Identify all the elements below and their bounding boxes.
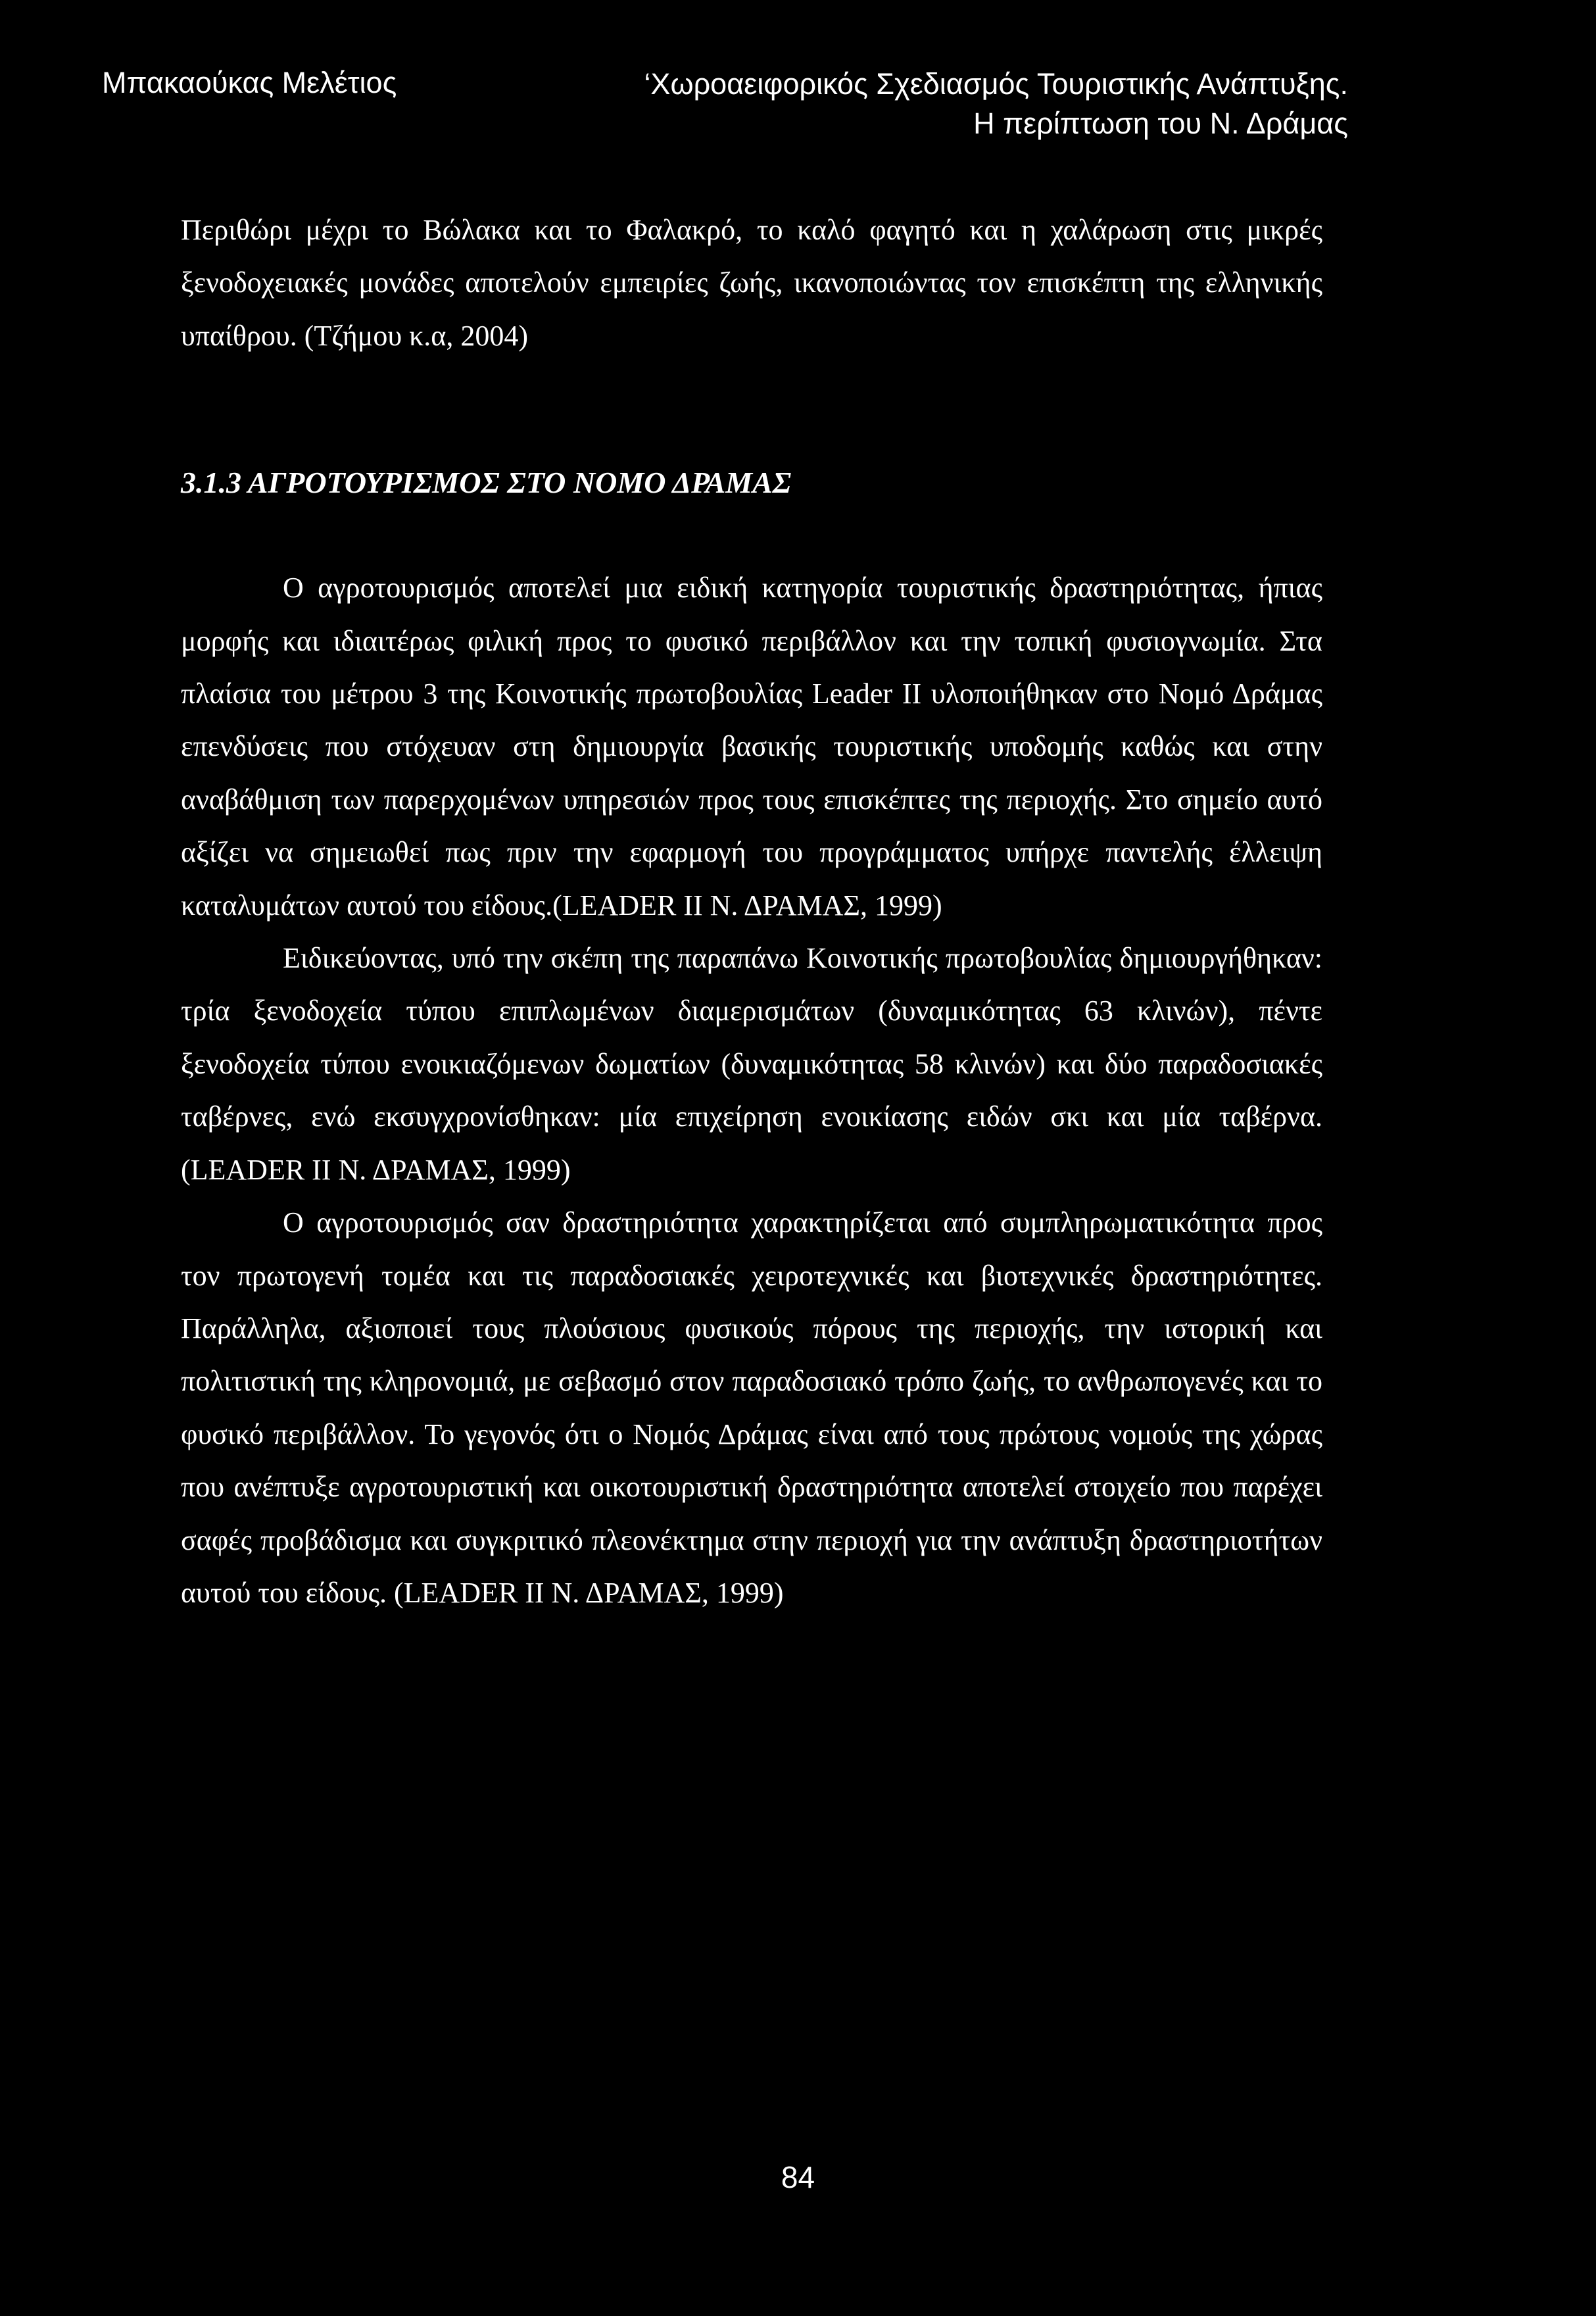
section-heading: 3.1.3 ΑΓΡΟΤΟΥΡΙΣΜΟΣ ΣΤΟ ΝΟΜΟ ΔΡΑΜΑΣ [181,466,792,500]
running-header-author: Μπακαούκας Μελέτιος [102,66,397,99]
page-body [181,204,1322,1619]
body-paragraph-2: Ειδικεύοντας, υπό την σκέπη της παραπάνω Κοινοτικής πρωτοβουλίας δημιουργήθηκαν: τρία ξενοδοχεία τύπου επιπλωμένων διαμερισμάτων (δυναμικότητας 63 κλινών), πέντε ξενοδοχεία τύπου ενοικιαζόμενων δωματίων (δυναμικότητας 58 κλινών) και δύο παραδοσιακές ταβέρνες, ενώ εκσυγχρονίσθηκαν: μία επιχείρηση ενοικίασης ειδών σκι και μία ταβέρνα. (LEADER II Ν. ΔΡΑΜΑΣ, 1999) [181,942,1322,1186]
body-paragraph-1: Ο αγροτουρισμός αποτελεί μια ειδική κατηγορία τουριστικής δραστηριότητας, ήπιας μορφής και ιδιαιτέρως φιλική προς το φυσικό περιβάλλον και την τοπική φυσιογνωμία. Στα πλαίσια του μέτρου 3 της Κοινοτικής πρωτοβουλίας Leader II υλοποιήθηκαν στο Νομό Δράμας επενδύσεις που στόχευαν στη δημιουργία βασικής τουριστικής υποδομής καθώς και στην αναβάθμιση των παρερχομένων υπηρεσιών προς τους επισκέπτες της περιοχής. Στο σημείο αυτό αξίζει να σημειωθεί πως πριν την εφαρμογή του προγράμματος υπήρχε παντελής έλλειψη καταλυμάτων αυτού του είδους.(LEADER II Ν. ΔΡΑΜΑΣ, 1999) [181,572,1322,922]
running-header-title-line-1: ‘Χωροαειφορικός Σχεδιασμός Τουριστικής Ανάπτυξης. [644,67,1348,101]
running-header-title [644,64,1348,143]
running-header-title-line-2: Η περίπτωση του Ν. Δράμας [973,107,1348,140]
page-number: 84 [781,2160,815,2194]
body-paragraph-3: Ο αγροτουρισμός σαν δραστηριότητα χαρακτηρίζεται από συμπληρωματικότητα προς τον πρωτογενή τομέα και τις παραδοσιακές χειροτεχνικές και βιοτεχνικές δραστηριότητες. Παράλληλα, αξιοποιεί τους πλούσιους φυσικούς πόρους της περιοχής, την ιστορική και πολιτιστική της κληρονομιά, με σεβασμό στον παραδοσιακό τρόπο ζωής, το ανθρωπογενές και το φυσικό περιβάλλον. Το γεγονός ότι ο Νομός Δράμας είναι από τους πρώτους νομούς της χώρας που ανέπτυξε αγροτουριστική και οικοτουριστική δραστηριότητα αποτελεί στοιχείο που παρέχει σαφές προβάδισμα και συγκριτικό πλεονέκτημα στην περιοχή για την ανάπτυξη δραστηριοτήτων αυτού του είδους. (LEADER II Ν. ΔΡΑΜΑΣ, 1999) [181,1206,1322,1609]
intro-paragraph: Περιθώρι μέχρι το Βώλακα και το Φαλακρό, το καλό φαγητό και η χαλάρωση στις μικρές ξενοδοχειακές μονάδες αποτελούν εμπειρίες ζωής, ικανοποιώντας τον επισκέπτη της ελληνικής υπαίθρου. (Τζήμου κ.α, 2004) [181,214,1322,352]
